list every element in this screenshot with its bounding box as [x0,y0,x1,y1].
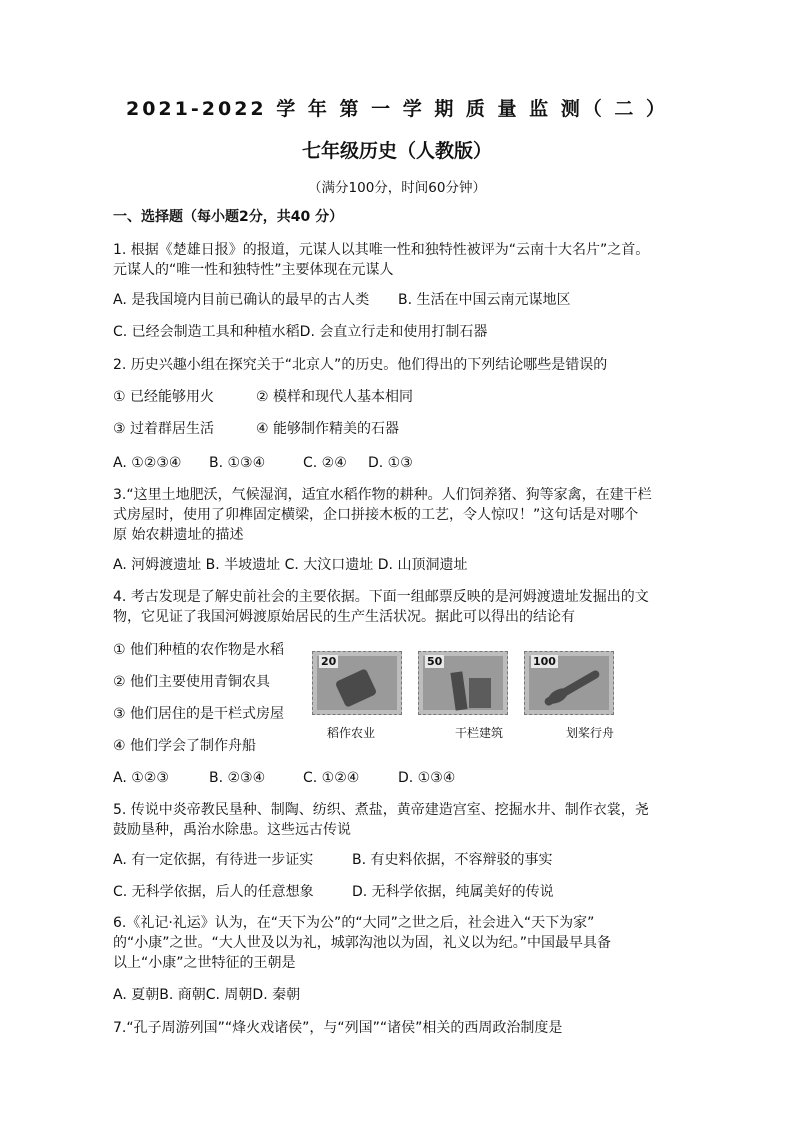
q2-option-a: A. ①②③④ [113,455,182,471]
q3-options: A. 河姆渡遗址 B. 半坡遗址 C. 大汶口遗址 D. 山顶洞遗址 [113,557,468,573]
q1-option-cd: C. 已经会制造工具和种植水稻D. 会直立行走和使用打制石器 [113,324,488,340]
stamp-caption-2: 干栏建筑 [455,726,504,740]
q1-stem-line1: 1. 根据《楚雄日报》的报道，元谋人以其唯一性和独特性被评为“云南十大名片”之首。 [113,242,650,258]
q5-stem-line2: 鼓励垦种，禹治水除患。这些远古传说 [113,822,351,838]
q5-option-b: B. 有史料依据，不容辩驳的事实 [352,852,553,868]
stamp-ganlan-building [418,651,508,715]
q4-option-c: C. ①②④ [303,770,360,786]
stamp-value: 100 [533,655,556,668]
q7-stem: 7.“孔子周游列国”“烽火戏诸侯”，与“列国”“诸侯”相关的西周政治制度是 [113,1020,563,1036]
stamp-set [312,651,614,717]
q4-option-d: D. ①③④ [398,770,456,786]
q1-stem-line2: 元谋人的“唯一性和独特性”主要体现在元谋人 [113,262,394,278]
q5-option-c: C. 无科学依据，后人的任意想象 [113,884,314,900]
q3-stem-line3: 原 始农耕遗址的描述 [113,527,244,543]
q2-statement-2: ② 模样和现代人基本相同 [256,389,414,405]
q4-stem-line2: 物，它见证了我国河姆渡原始居民的生产生活状况。据此可以得出的结论有 [113,609,575,625]
exam-title: 2021-2022 学 年 第 一 学 期 质 量 监 测（ 二 ） [125,98,669,120]
q6-stem-line3: 以上“小康”之世特征的王朝是 [113,955,296,971]
q1-option-a: A. 是我国境内目前已确认的最早的古人类 [113,292,370,308]
q2-statement-3: ③ 过着群居生活 [113,421,215,437]
wooden-plank-icon [469,678,491,708]
stamp-rice-farming [312,651,402,715]
q5-stem-line1: 5. 传说中炎帝教民垦种、制陶、纺织、煮盐，黄帝建造宫室、挖掘水井、制作衣裳，尧 [113,802,649,818]
exam-note: （满分100分，时间60分钟） [308,180,486,196]
q4-statement-4: ④ 他们学会了制作舟船 [113,738,257,754]
q2-stem: 2. 历史兴趣小组在探究关于“北京人”的历史。他们得出的下列结论哪些是错误的 [113,357,608,373]
exam-subtitle: 七年级历史（人教版） [301,140,492,162]
stamp-paddle-boat [524,651,614,715]
stamp-caption-3: 划桨行舟 [566,726,615,740]
stamp-caption-1: 稻作农业 [327,726,376,740]
q2-option-d: D. ①③ [368,455,413,471]
q3-stem-line1: 3.“这里土地肥沃，气候湿润，适宜水稻作物的耕种。人们饲养猪、狗等家禽，在建干栏 [113,487,652,503]
q4-option-a: A. ①②③ [113,770,169,786]
stamp-value: 20 [321,655,337,668]
q4-statement-2: ② 他们主要使用青铜农具 [113,674,271,690]
q4-statement-3: ③ 他们居住的是干栏式房屋 [113,706,285,722]
q2-option-b: B. ①③④ [209,455,266,471]
q2-option-c: C. ②④ [303,455,347,471]
q4-option-b: B. ②③④ [209,770,266,786]
q1-option-b: B. 生活在中国云南元谋地区 [398,292,571,308]
q5-option-d: D. 无科学依据，纯属美好的传说 [352,884,554,900]
q6-stem-line2: 的“小康”之世。“大人世及以为礼，城郭沟池以为固，礼义以为纪。”中国最早具备 [113,935,612,951]
q5-option-a: A. 有一定依据，有待进一步证实 [113,852,314,868]
stamp-value: 50 [427,655,443,668]
q2-statement-1: ① 已经能够用火 [113,389,215,405]
q4-stem-line1: 4. 考古发现是了解史前社会的主要依据。下面一组邮票反映的是河姆渡遗址发掘出的文 [113,589,649,605]
q4-statement-1: ① 他们种植的农作物是水稻 [113,642,285,658]
q6-stem-line1: 6.《礼记·礼运》认为，在“天下为公”的“大同”之世之后，社会进入“天下为家” [113,915,595,931]
section-heading: 一、选择题（每小题2分，共40 分） [113,209,344,225]
q3-stem-line2: 式房屋时，使用了卯榫固定横梁，企口拼接木板的工艺，令人惊叹！”这句话是对哪个 [113,507,639,523]
q6-options: A. 夏朝B. 商朝C. 周朝D. 秦朝 [113,987,301,1003]
q2-statement-4: ④ 能够制作精美的石器 [256,421,400,437]
